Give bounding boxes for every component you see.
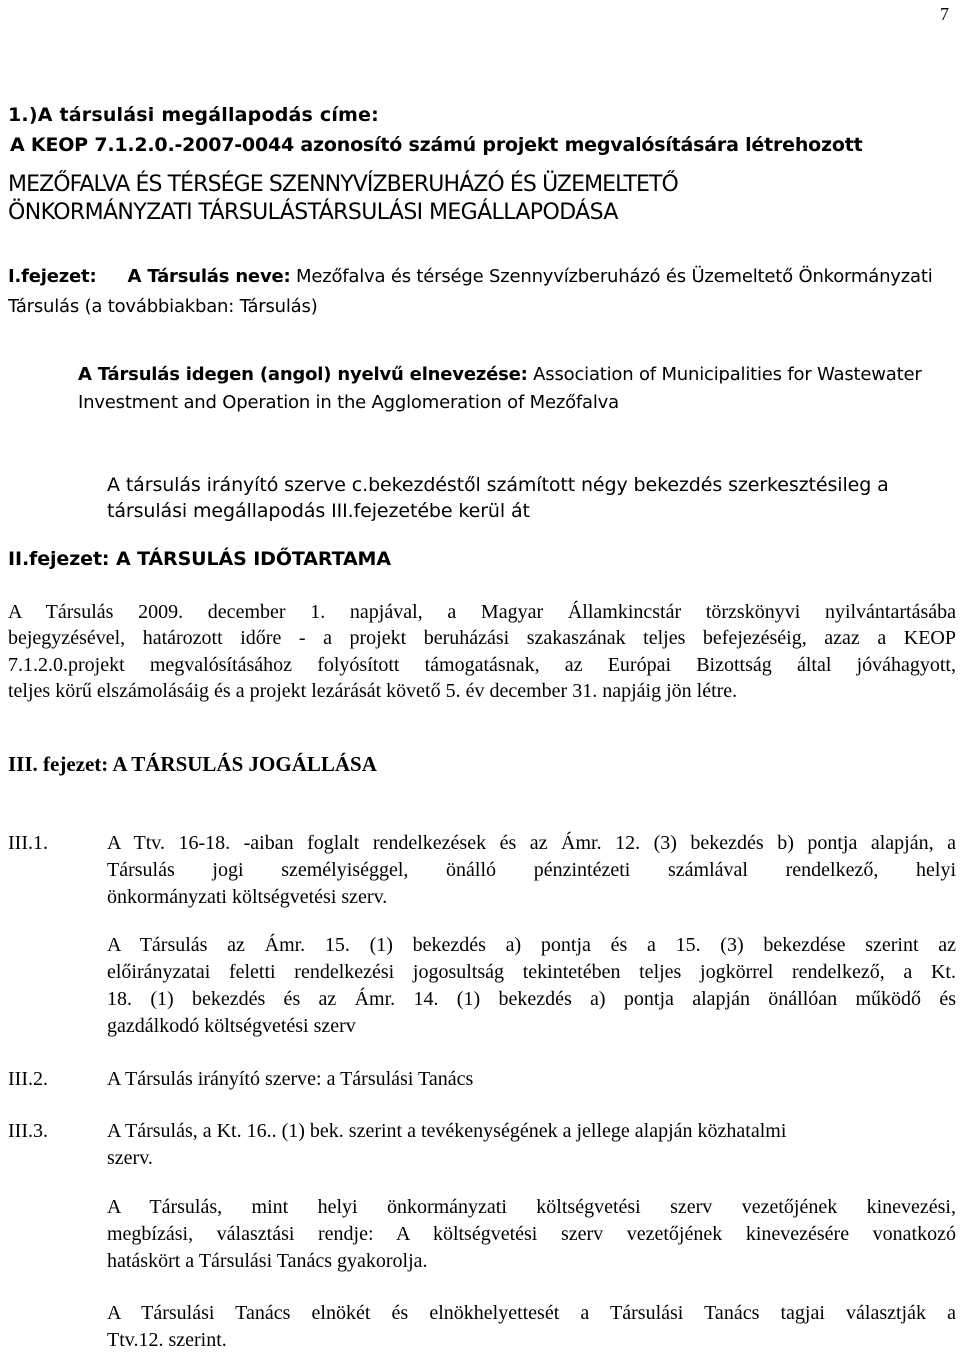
- title-line-1: 1.)A társulási megállapodás címe:: [8, 104, 379, 126]
- section-3-3-para-1: [107, 1118, 907, 1172]
- s33c-line-2: Ttv.12. szerint.: [107, 1329, 227, 1351]
- foreign-name-label: A Társulás idegen (angol) nyelvű elnevezése:: [78, 364, 528, 385]
- page-number: 7: [940, 4, 949, 24]
- chapter-2-line-1: [8, 599, 956, 626]
- chapter-2-line-4: teljes körű elszámolásáig és a projekt lezárását követő 5. év december 31. napjáig jön létre.: [8, 680, 738, 702]
- s33b-line-2: megbízási, választási rendje: A költségvetési szerv vezetőjének kinevezésére vonatkozó: [107, 1223, 956, 1245]
- name-label: A Társulás neve:: [127, 266, 291, 287]
- chapter-2-heading: II.fejezet: A TÁRSULÁS IDŐTARTAMA: [8, 548, 391, 570]
- section-3-1-number: III.1.: [8, 832, 48, 854]
- s33b-line-3: hatáskört a Társulási Tanács gyakorolja.: [107, 1250, 428, 1272]
- foreign-name-line-1: [78, 364, 922, 385]
- section-3-2-text: A Társulás irányító szerve: a Társulási Tanács: [107, 1068, 474, 1090]
- section-3-2-number: III.2.: [8, 1068, 48, 1090]
- chapter-2-line-2: [8, 625, 956, 652]
- s31b-line-3: 18. (1) bekezdés és az Ámr. 14. (1) bekezdés a) pontja alapján önállóan működő és: [107, 988, 956, 1010]
- s31-line-2: Társulás jogi személyiséggel, önálló pénzintézeti számlával rendelkező, helyi: [107, 859, 956, 881]
- title-line-4: ÖNKORMÁNYZATI TÁRSULÁSTÁRSULÁSI MEGÁLLAPODÁSA: [8, 200, 618, 225]
- title-line-3: MEZŐFALVA ÉS TÉRSÉGE SZENNYVÍZBERUHÁZÓ ÉS ÜZEMELTETŐ: [8, 172, 678, 197]
- s31b-line-4: gazdálkodó költségvetési szerv: [107, 1015, 356, 1037]
- s33c-line-1: A Társulási Tanács elnökét és elnökhelyettesét a Társulási Tanács tagjai választják a: [107, 1302, 956, 1324]
- foreign-name-line-2: Investment and Operation in the Agglomeration of Mezőfalva: [78, 392, 619, 413]
- note-line-1: A társulás irányító szerve c.bekezdéstől számított négy bekezdés szerkesztésileg a: [107, 474, 889, 496]
- s33b-line-1: A Társulás, mint helyi önkormányzati költségvetési szerv vezetőjének kinevezési,: [107, 1196, 956, 1218]
- s31b-line-1: A Társulás az Ámr. 15. (1) bekezdés a) pontja és a 15. (3) bekezdése szerint az: [107, 934, 956, 956]
- s33-line-2: szerv.: [107, 1147, 153, 1169]
- duration-registration: a Magyar Államkincstár törzskönyvi nyilvántartásába: [422, 601, 956, 623]
- section-3-3-para-2: [107, 1194, 956, 1275]
- chapter-3-heading: III. fejezet: A TÁRSULÁS JOGÁLLÁSA: [8, 752, 377, 776]
- chapter-1-label: I.fejezet:: [8, 266, 97, 287]
- section-3-1-para-1: [107, 830, 956, 911]
- duration-line-2: bejegyzésével, határozott időre - a projekt beruházási szakaszának teljes befejezéséig, azaz a KEOP: [8, 627, 956, 649]
- foreign-name-text: Association of Municipalities for Wastewater: [527, 364, 922, 385]
- section-3-3-number: III.3.: [8, 1120, 48, 1142]
- duration-start: A Társulás 2009. december 1. napjával,: [8, 601, 423, 623]
- duration-line-3: 7.1.2.0.projekt megvalósításához folyósított támogatásnak, az Európai Bizottság által jóváhagyott,: [8, 654, 956, 676]
- chapter-1-line-2: Társulás (a továbbiakban: Társulás): [8, 296, 318, 317]
- s31-line-1: A Ttv. 16-18. -aiban foglalt rendelkezések és az Ámr. 12. (3) bekezdés b) pontja alapján, a: [107, 832, 956, 854]
- section-3-3-para-3: [107, 1300, 956, 1354]
- note-line-2: társulási megállapodás III.fejezetébe kerül át: [107, 500, 530, 522]
- chapter-1-line-1: [8, 266, 933, 287]
- s33-line-1: A Társulás, a Kt. 16.. (1) bek. szerint a tevékenységének a jellege alapján közhatalmi: [107, 1120, 787, 1142]
- s31-line-3: önkormányzati költségvetési szerv.: [107, 886, 388, 908]
- section-3-1-para-2: [107, 932, 956, 1040]
- chapter-2-line-3: [8, 652, 956, 679]
- title-line-2: A KEOP 7.1.2.0.-2007-0044 azonosító számú projekt megvalósítására létrehozott: [10, 134, 863, 156]
- name-text: Mezőfalva és térsége Szennyvízberuházó és Üzemeltető Önkormányzati: [290, 266, 933, 287]
- s31b-line-2: előirányzatai feletti rendelkezési jogosultság tekintetében teljes jogkörrel rendelkező, a Kt.: [107, 961, 956, 983]
